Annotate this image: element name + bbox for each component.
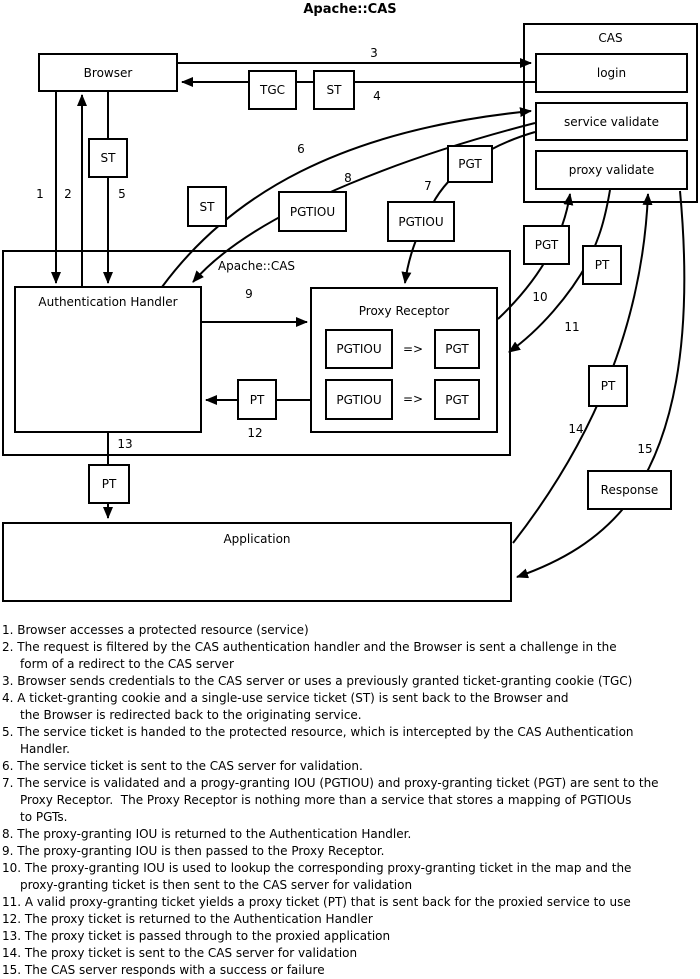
step-5: 5. The service ticket is handed to the protected resource, which is intercepted by the CAS Authentication bbox=[2, 725, 634, 739]
pt-label: PT bbox=[600, 379, 616, 393]
st-ticket-box-browser bbox=[88, 138, 128, 178]
arrow-label-12: 12 bbox=[247, 426, 263, 440]
apache-cas-label: Apache::CAS bbox=[217, 259, 296, 273]
maps-to-symbol-1: => bbox=[402, 342, 424, 356]
step-9: 9. The proxy-granting IOU is then passed to the Proxy Receptor. bbox=[2, 844, 385, 858]
st-label: ST bbox=[326, 83, 342, 97]
step-6: 6. The service ticket is sent to the CAS server for validation. bbox=[2, 759, 363, 773]
pt-label: PT bbox=[249, 392, 265, 407]
application-label: Application bbox=[223, 532, 291, 546]
arrow-label-1: 1 bbox=[36, 187, 44, 201]
pt-ticket-box-passthrough bbox=[88, 464, 130, 504]
arrow-label-13: 13 bbox=[117, 437, 133, 451]
pgt-ticket-box-validate bbox=[523, 225, 570, 265]
tgc-label: TGC bbox=[259, 83, 285, 97]
step-1: 1. Browser accesses a protected resource (service) bbox=[2, 623, 309, 637]
arrow-label-6: 6 bbox=[297, 142, 305, 156]
pgtiou-label: PGTIOU bbox=[398, 214, 444, 229]
pgt-label: PGT bbox=[445, 392, 469, 407]
arrow-label-9: 9 bbox=[245, 287, 253, 301]
step-10: 10. The proxy-granting IOU is used to lookup the corresponding proxy-granting ticket in the map and the bbox=[2, 861, 632, 875]
pt-label: PT bbox=[594, 258, 610, 272]
pgt-label: PGT bbox=[458, 157, 482, 171]
pgtiou-label: PGTIOU bbox=[336, 342, 382, 356]
steps-list bbox=[2, 622, 698, 979]
st-label: ST bbox=[199, 199, 215, 214]
step-2: 2. The request is filtered by the CAS authentication handler and the Browser is sent a challenge in the bbox=[2, 640, 617, 654]
pt-label: PT bbox=[101, 477, 117, 491]
tgc-ticket-box bbox=[248, 70, 297, 110]
step-4: 4. A ticket-granting cookie and a single-use service ticket (ST) is sent back to the Browser and bbox=[2, 691, 569, 705]
step-11: 11. A valid proxy-granting ticket yields a proxy ticket (PT) that is sent back for the proxied service to use bbox=[2, 895, 631, 909]
cas-proxy-validate-label: proxy validate bbox=[568, 163, 655, 177]
pgt-label: PGT bbox=[445, 342, 469, 356]
pgt-ticket-box-grant bbox=[447, 145, 493, 183]
step-7-cont-1: Proxy Receptor. The Proxy Receptor is nothing more than a service that stores a mapping of PGTIOUs bbox=[20, 793, 632, 807]
arrow-label-7: 7 bbox=[424, 179, 432, 193]
step-14: 14. The proxy ticket is sent to the CAS server for validation bbox=[2, 946, 358, 960]
step-8: 8. The proxy-granting IOU is returned to the Authentication Handler. bbox=[2, 827, 412, 841]
pgt-label: PGT bbox=[534, 238, 559, 252]
arrow-label-5: 5 bbox=[118, 187, 126, 201]
pt-ticket-box-issue bbox=[582, 245, 622, 285]
step-2-cont-1: form of a redirect to the CAS server bbox=[20, 657, 234, 671]
pt-ticket-box-validate bbox=[588, 365, 628, 407]
response-box bbox=[587, 470, 672, 510]
pgtiou-ticket-box-return bbox=[278, 191, 347, 232]
step-12: 12. The proxy ticket is returned to the Authentication Handler bbox=[2, 912, 373, 926]
authentication-handler-label: Authentication Handler bbox=[38, 295, 178, 309]
pt-ticket-box-return bbox=[237, 379, 277, 420]
arrow-label-4: 4 bbox=[373, 89, 381, 103]
step-3: 3. Browser sends credentials to the CAS server or uses a previously granted ticket-granting cookie (TGC) bbox=[2, 674, 633, 688]
step-7-cont-2: to PGTs. bbox=[20, 810, 68, 824]
cas-server-label: CAS bbox=[598, 31, 623, 45]
step-4-cont-1: the Browser is redirected back to the originating service. bbox=[20, 708, 362, 722]
step-5-cont-1: Handler. bbox=[20, 742, 70, 756]
cas-login-label: login bbox=[596, 66, 627, 80]
arrow-label-3: 3 bbox=[370, 46, 378, 60]
step-10-cont-1: proxy-granting ticket is then sent to the CAS server for validation bbox=[20, 878, 413, 892]
page-title: Apache::CAS bbox=[303, 2, 397, 17]
pgtiou-label: PGTIOU bbox=[289, 204, 336, 219]
arrow-label-11: 11 bbox=[564, 320, 580, 334]
browser-label: Browser bbox=[83, 65, 133, 80]
arrow-label-15: 15 bbox=[637, 442, 653, 456]
st-ticket-box-validate bbox=[187, 186, 227, 227]
response-label: Response bbox=[600, 483, 659, 497]
maps-to-symbol-2: => bbox=[402, 392, 424, 406]
step-15: 15. The CAS server responds with a success or failure bbox=[2, 963, 325, 977]
arrow-label-2: 2 bbox=[64, 187, 72, 201]
step-7: 7. The service is validated and a progy-granting IOU (PGTIOU) and proxy-granting ticket (PGT) are sent to the bbox=[2, 776, 659, 790]
arrow-label-8: 8 bbox=[344, 171, 352, 185]
cas-service-validate-label: service validate bbox=[564, 114, 659, 129]
st-ticket-box-return bbox=[313, 70, 355, 110]
st-label: ST bbox=[100, 151, 116, 165]
pgtiou-label: PGTIOU bbox=[336, 392, 382, 407]
proxy-receptor-label: Proxy Receptor bbox=[358, 304, 450, 318]
step-13: 13. The proxy ticket is passed through to the proxied application bbox=[2, 929, 391, 943]
arrow-label-14: 14 bbox=[568, 422, 584, 436]
arrow-label-10: 10 bbox=[532, 290, 548, 304]
pgtiou-ticket-box-grant bbox=[387, 201, 455, 242]
